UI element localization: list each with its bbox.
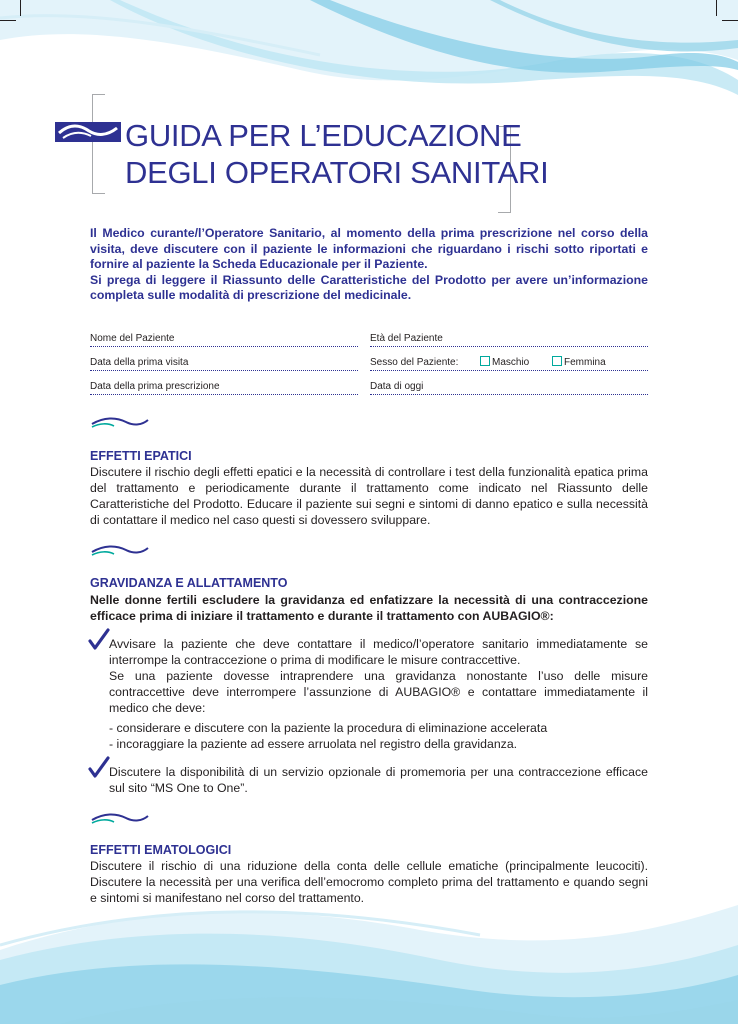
pregnancy-item-1-c: - considerare e discutere con la paziente la procedura di eliminazione accelerata xyxy=(109,721,548,735)
intro-text xyxy=(90,226,648,304)
hepatic-text xyxy=(90,464,648,528)
hepatic-paragraph: Discutere il rischio degli effetti epatici e la necessità di controllare i test della funzionalità epatica prima del trattamento e periodicamente durante il trattamento come indicato nel Riassunto delle Caratteristiche del Prodotto. Educare il paziente sui segni e sintomi di danno epatico e sulla necessità di contattare il medico nel caso questi si dovessero sviluppare. xyxy=(90,465,648,527)
male-checkbox[interactable] xyxy=(480,356,490,366)
patient-sex-label: Sesso del Paziente: xyxy=(370,357,459,368)
female-option[interactable] xyxy=(552,356,606,368)
title-line-1: GUIDA PER L’EDUCAZIONE xyxy=(125,118,522,153)
pregnancy-item-1-d: - incoraggiare la paziente ad essere arruolata nel registro della gravidanza. xyxy=(109,737,518,751)
patient-age-field[interactable] xyxy=(370,346,648,347)
today-date-label: Data di oggi xyxy=(370,381,424,392)
intro-paragraph-1: Il Medico curante/l’Operatore Sanitario, al momento della prima prescrizione nel corso della visita, deve discutere con il paziente le informazioni che riguardano i rischi sotto riportati e fornire al paziente la Scheda Educazionale per il Paziente. xyxy=(90,226,648,272)
hematologic-paragraph: Discutere il rischio di una riduzione della conta delle cellule ematiche (principalmente leucociti). Discutere la necessità per una verifica dell’emocromo completo prima del trattamento e quando segni e sintomi si manifestano nel corso del trattamento. xyxy=(90,859,648,905)
pregnancy-item-1-b: Se una paziente dovesse intraprendere una gravidanza nonostante l’uso delle misure contraccettive deve interrompere l’assunzione di AUBAGIO® e contattare immediatamente il medico che deve: xyxy=(109,669,648,715)
first-visit-label: Data della prima visita xyxy=(90,357,189,368)
section-divider-wave-icon xyxy=(90,542,150,558)
section-divider-wave-icon xyxy=(90,414,150,430)
male-label: Maschio xyxy=(492,357,530,368)
patient-name-label: Nome del Paziente xyxy=(90,333,175,344)
crop-mark xyxy=(722,20,738,21)
pregnancy-item-1-a: Avvisare la paziente che deve contattare il medico/l’operatore sanitario immediatamente se interrompe la contraccezione o prima di modificare le misure contraccettive. xyxy=(109,637,648,667)
title-line-2: DEGLI OPERATORI SANITARI xyxy=(125,155,549,190)
checkmark-icon xyxy=(88,628,110,652)
top-wave-decoration xyxy=(0,0,738,110)
crop-mark xyxy=(716,0,717,16)
first-prescription-label: Data della prima prescrizione xyxy=(90,381,220,392)
logo-wave-icon xyxy=(55,116,121,144)
male-option[interactable] xyxy=(480,356,529,368)
page-title xyxy=(125,117,548,191)
female-label: Femmina xyxy=(564,357,606,368)
crop-mark xyxy=(20,0,21,16)
female-checkbox[interactable] xyxy=(552,356,562,366)
pregnancy-heading: GRAVIDANZA E ALLATTAMENTO xyxy=(90,576,288,590)
pregnancy-lead xyxy=(90,592,648,624)
today-date-field[interactable] xyxy=(370,394,648,395)
crop-mark xyxy=(0,20,16,21)
title-bracket-left xyxy=(92,94,105,194)
pregnancy-item-2-text: Discutere la disponibilità di un servizio opzionale di promemoria per una contraccezione efficace sul sito “MS One to One”. xyxy=(109,765,648,795)
bottom-wave-decoration xyxy=(0,890,738,1024)
section-divider-wave-icon xyxy=(90,810,150,826)
pregnancy-item-1 xyxy=(109,636,648,752)
first-visit-field[interactable] xyxy=(90,370,358,371)
patient-sex-field xyxy=(370,370,648,371)
patient-age-label: Età del Paziente xyxy=(370,333,443,344)
first-prescription-field[interactable] xyxy=(90,394,358,395)
checkmark-icon xyxy=(88,756,110,780)
hematologic-heading: EFFETTI EMATOLOGICI xyxy=(90,843,232,857)
intro-paragraph-2: Si prega di leggere il Riassunto delle Caratteristiche del Prodotto per avere un’informazione completa sulle modalità di prescrizione del medicinale. xyxy=(90,272,648,303)
patient-name-field[interactable] xyxy=(90,346,358,347)
hepatic-heading: EFFETTI EPATICI xyxy=(90,449,192,463)
pregnancy-item-2 xyxy=(109,764,648,796)
pregnancy-lead-paragraph: Nelle donne fertili escludere la gravidanza ed enfatizzare la necessità di una contraccezione efficace prima di iniziare il trattamento e durante il trattamento con AUBAGIO®: xyxy=(90,593,648,623)
